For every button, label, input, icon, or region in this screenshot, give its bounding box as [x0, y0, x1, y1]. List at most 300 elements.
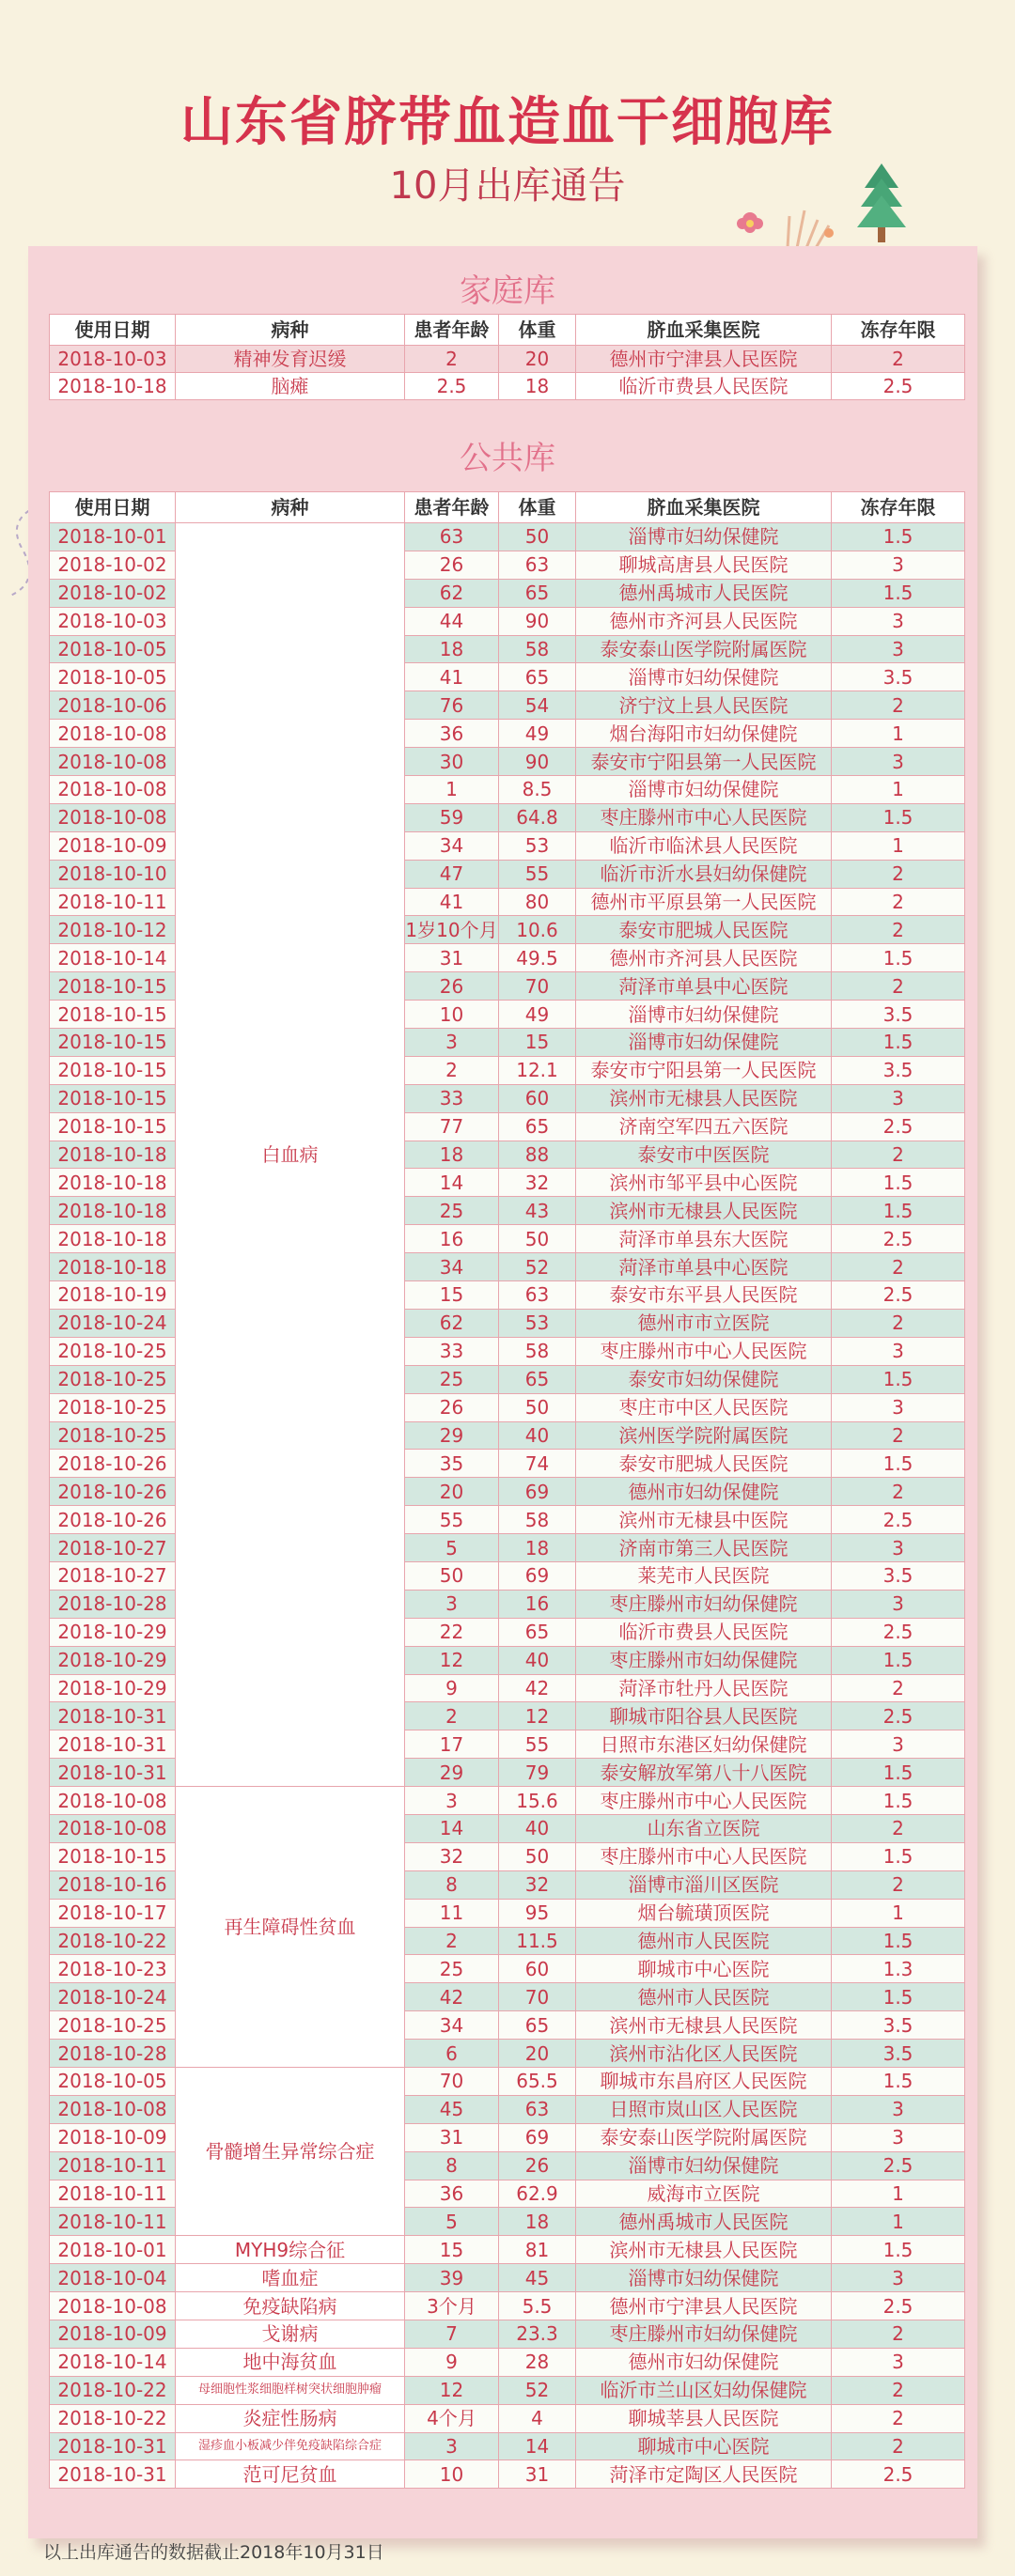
cell-date: 2018-10-31 — [50, 1759, 176, 1787]
cell-age: 2 — [405, 1056, 499, 1084]
cell-weight: 54 — [499, 691, 576, 720]
cell-hospital: 聊城市东昌府区人民医院 — [576, 2067, 832, 2095]
cell-date: 2018-10-25 — [50, 1421, 176, 1450]
cell-date: 2018-10-12 — [50, 916, 176, 944]
cell-age: 15 — [405, 2236, 499, 2264]
cell-weight: 74 — [499, 1450, 576, 1478]
cell-storage-years: 2 — [832, 860, 965, 888]
cell-disease: 戈谢病 — [176, 2320, 405, 2349]
cell-hospital: 淄博市妇幼保健院 — [576, 2151, 832, 2180]
cell-date: 2018-10-03 — [50, 346, 176, 373]
column-header-weight: 体重 — [499, 492, 576, 523]
cell-age: 25 — [405, 1197, 499, 1225]
column-header-age: 患者年龄 — [405, 315, 499, 346]
cell-hospital: 日照市东港区妇幼保健院 — [576, 1730, 832, 1759]
cell-weight: 15 — [499, 1029, 576, 1057]
cell-age: 1岁10个月 — [405, 916, 499, 944]
cell-disease: 湿疹血小板减少伴免疫缺陷综合症 — [176, 2432, 405, 2460]
cell-disease: 脑瘫 — [176, 373, 405, 400]
cell-hospital: 菏泽市定陶区人民医院 — [576, 2460, 832, 2489]
cell-weight: 88 — [499, 1141, 576, 1169]
cell-hospital: 临沂市兰山区妇幼保健院 — [576, 2376, 832, 2404]
cell-weight: 52 — [499, 2376, 576, 2404]
cell-age: 62 — [405, 579, 499, 607]
cell-date: 2018-10-25 — [50, 2011, 176, 2040]
cell-date: 2018-10-22 — [50, 1927, 176, 1955]
page-title: 山东省脐带血造血干细胞库 — [180, 92, 835, 153]
cell-weight: 65 — [499, 1618, 576, 1646]
cell-date: 2018-10-28 — [50, 1590, 176, 1618]
cell-date: 2018-10-26 — [50, 1450, 176, 1478]
cell-weight: 40 — [499, 1814, 576, 1842]
cell-age: 11 — [405, 1899, 499, 1927]
cell-hospital: 泰安市妇幼保健院 — [576, 1365, 832, 1393]
cell-weight: 53 — [499, 831, 576, 860]
cell-date: 2018-10-11 — [50, 888, 176, 916]
cell-hospital: 泰安市宁阳县第一人民医院 — [576, 1056, 832, 1084]
cell-disease: 炎症性肠病 — [176, 2404, 405, 2432]
cell-weight: 18 — [499, 1534, 576, 1562]
cell-date: 2018-10-06 — [50, 691, 176, 720]
cell-hospital: 泰安市宁阳县第一人民医院 — [576, 748, 832, 776]
cell-age: 16 — [405, 1225, 499, 1253]
cell-storage-years: 2 — [832, 1141, 965, 1169]
cell-weight: 69 — [499, 1561, 576, 1590]
column-header-hospital: 脐血采集医院 — [576, 315, 832, 346]
cell-disease: 母细胞性浆细胞样树突状细胞肿瘤 — [176, 2376, 405, 2404]
cell-storage-years: 3 — [832, 2095, 965, 2123]
cell-weight: 65.5 — [499, 2067, 576, 2095]
cell-age: 31 — [405, 944, 499, 972]
cell-weight: 42 — [499, 1674, 576, 1702]
cell-storage-years: 1.5 — [832, 1169, 965, 1197]
cell-age: 10 — [405, 2460, 499, 2489]
cell-hospital: 德州市平原县第一人民医院 — [576, 888, 832, 916]
cell-storage-years: 2 — [832, 1421, 965, 1450]
cell-age: 76 — [405, 691, 499, 720]
cell-date: 2018-10-25 — [50, 1337, 176, 1365]
table-row — [50, 2236, 965, 2264]
cell-weight: 60 — [499, 1955, 576, 1983]
cell-age: 32 — [405, 1842, 499, 1870]
cell-age: 39 — [405, 2264, 499, 2292]
cell-hospital: 枣庄滕州市妇幼保健院 — [576, 1646, 832, 1674]
table-row — [50, 2460, 965, 2489]
cell-date: 2018-10-11 — [50, 2208, 176, 2236]
cell-age: 9 — [405, 2348, 499, 2376]
cell-age: 10 — [405, 1001, 499, 1029]
cell-disease: MYH9综合征 — [176, 2236, 405, 2264]
cell-date: 2018-10-24 — [50, 1983, 176, 2011]
cell-hospital: 德州市妇幼保健院 — [576, 1478, 832, 1506]
cell-hospital: 聊城高唐县人民医院 — [576, 551, 832, 579]
cell-storage-years: 3 — [832, 635, 965, 663]
cell-hospital: 莱芜市人民医院 — [576, 1561, 832, 1590]
cell-weight: 40 — [499, 1421, 576, 1450]
cell-disease: 范可尼贫血 — [176, 2460, 405, 2489]
cell-date: 2018-10-08 — [50, 1787, 176, 1815]
cell-storage-years: 1.5 — [832, 1842, 965, 1870]
cell-weight: 65 — [499, 2011, 576, 2040]
cell-age: 3 — [405, 1787, 499, 1815]
cell-weight: 60 — [499, 1084, 576, 1112]
cell-weight: 31 — [499, 2460, 576, 2489]
cell-date: 2018-10-31 — [50, 2460, 176, 2489]
cell-age: 63 — [405, 523, 499, 551]
cell-date: 2018-10-02 — [50, 579, 176, 607]
cell-date: 2018-10-15 — [50, 972, 176, 1001]
cell-date: 2018-10-31 — [50, 2432, 176, 2460]
cell-age: 12 — [405, 1646, 499, 1674]
cell-weight: 53 — [499, 1309, 576, 1337]
cell-date: 2018-10-14 — [50, 2348, 176, 2376]
cell-date: 2018-10-18 — [50, 373, 176, 400]
cell-date: 2018-10-22 — [50, 2404, 176, 2432]
cell-weight: 8.5 — [499, 776, 576, 804]
cell-storage-years: 2 — [832, 691, 965, 720]
cell-date: 2018-10-05 — [50, 635, 176, 663]
cell-weight: 18 — [499, 373, 576, 400]
cell-date: 2018-10-15 — [50, 1029, 176, 1057]
cell-date: 2018-10-05 — [50, 663, 176, 691]
cell-weight: 58 — [499, 1506, 576, 1534]
cell-hospital: 泰安泰山医学院附属医院 — [576, 635, 832, 663]
cell-age: 4个月 — [405, 2404, 499, 2432]
cell-weight: 49 — [499, 720, 576, 748]
cell-hospital: 泰安解放军第八十八医院 — [576, 1759, 832, 1787]
cell-hospital: 德州市人民医院 — [576, 1927, 832, 1955]
cell-storage-years: 2 — [832, 2376, 965, 2404]
cell-hospital: 淄博市淄川区医院 — [576, 1870, 832, 1899]
column-header-weight: 体重 — [499, 315, 576, 346]
cell-storage-years: 1.5 — [832, 1029, 965, 1057]
cell-weight: 65 — [499, 663, 576, 691]
table-row — [50, 2348, 965, 2376]
cell-hospital: 滨州市无棣县人民医院 — [576, 2011, 832, 2040]
cell-hospital: 临沂市临沭县人民医院 — [576, 831, 832, 860]
cell-storage-years: 2 — [832, 1309, 965, 1337]
cell-age: 5 — [405, 1534, 499, 1562]
column-header-date: 使用日期 — [50, 315, 176, 346]
cell-weight: 69 — [499, 2123, 576, 2151]
cell-weight: 80 — [499, 888, 576, 916]
cell-hospital: 泰安市肥城人民医院 — [576, 1450, 832, 1478]
cell-age: 55 — [405, 1506, 499, 1534]
cell-storage-years: 1.3 — [832, 1955, 965, 1983]
cell-age: 7 — [405, 2320, 499, 2349]
cell-age: 5 — [405, 2208, 499, 2236]
tree-icon — [853, 162, 910, 246]
cell-storage-years: 2.5 — [832, 1225, 965, 1253]
cell-storage-years: 3 — [832, 748, 965, 776]
cell-storage-years: 2.5 — [832, 1281, 965, 1310]
cell-age: 6 — [405, 2040, 499, 2068]
cell-hospital: 德州禹城市人民医院 — [576, 579, 832, 607]
cell-date: 2018-10-11 — [50, 2180, 176, 2208]
cell-hospital: 枣庄滕州市妇幼保健院 — [576, 2320, 832, 2349]
cell-age: 26 — [405, 972, 499, 1001]
cell-weight: 65 — [499, 1365, 576, 1393]
cell-age: 25 — [405, 1365, 499, 1393]
cell-storage-years: 3.5 — [832, 1561, 965, 1590]
cell-age: 34 — [405, 2011, 499, 2040]
cell-weight: 69 — [499, 1478, 576, 1506]
cell-hospital: 滨州市无棣县人民医院 — [576, 1084, 832, 1112]
cell-age: 50 — [405, 1561, 499, 1590]
cell-storage-years: 1 — [832, 720, 965, 748]
column-header-storage-years: 冻存年限 — [832, 315, 965, 346]
cell-weight: 23.3 — [499, 2320, 576, 2349]
cell-hospital: 威海市立医院 — [576, 2180, 832, 2208]
column-header-storage-years: 冻存年限 — [832, 492, 965, 523]
cell-storage-years: 2 — [832, 2320, 965, 2349]
cell-hospital: 泰安市中医医院 — [576, 1141, 832, 1169]
cell-weight: 65 — [499, 579, 576, 607]
cell-storage-years: 3 — [832, 2348, 965, 2376]
cell-age: 12 — [405, 2376, 499, 2404]
cell-date: 2018-10-08 — [50, 1814, 176, 1842]
cell-age: 33 — [405, 1337, 499, 1365]
cell-hospital: 聊城莘县人民医院 — [576, 2404, 832, 2432]
cell-hospital: 菏泽市单县中心医院 — [576, 972, 832, 1001]
cell-age: 34 — [405, 831, 499, 860]
public-section-title: 公共库 — [460, 440, 555, 477]
cell-date: 2018-10-27 — [50, 1561, 176, 1590]
cell-storage-years: 1.5 — [832, 1983, 965, 2011]
cell-storage-years: 1 — [832, 1899, 965, 1927]
cell-age: 26 — [405, 551, 499, 579]
flower-icon — [731, 197, 844, 250]
cell-storage-years: 3 — [832, 2123, 965, 2151]
cell-date: 2018-10-24 — [50, 1309, 176, 1337]
cell-hospital: 滨州市无棣县人民医院 — [576, 1197, 832, 1225]
cell-storage-years: 3 — [832, 1730, 965, 1759]
cell-date: 2018-10-04 — [50, 2264, 176, 2292]
cell-weight: 62.9 — [499, 2180, 576, 2208]
cell-storage-years: 3.5 — [832, 1001, 965, 1029]
cell-hospital: 滨州市无棣县中医院 — [576, 1506, 832, 1534]
cell-storage-years: 3 — [832, 551, 965, 579]
cell-storage-years: 1.5 — [832, 2067, 965, 2095]
cell-weight: 5.5 — [499, 2292, 576, 2320]
cell-hospital: 枣庄滕州市中心人民医院 — [576, 1337, 832, 1365]
cell-age: 2.5 — [405, 373, 499, 400]
cell-disease: 免疫缺陷病 — [176, 2292, 405, 2320]
cell-weight: 40 — [499, 1646, 576, 1674]
cell-hospital: 淄博市妇幼保健院 — [576, 776, 832, 804]
cell-weight: 28 — [499, 2348, 576, 2376]
cell-weight: 64.8 — [499, 803, 576, 831]
cell-date: 2018-10-08 — [50, 748, 176, 776]
cell-age: 18 — [405, 635, 499, 663]
cell-age: 26 — [405, 1393, 499, 1421]
cell-storage-years: 2 — [832, 1253, 965, 1281]
cell-age: 22 — [405, 1618, 499, 1646]
cell-date: 2018-10-18 — [50, 1225, 176, 1253]
cell-age: 3 — [405, 2432, 499, 2460]
cell-storage-years: 3.5 — [832, 2011, 965, 2040]
cell-age: 2 — [405, 1927, 499, 1955]
cell-age: 44 — [405, 607, 499, 635]
cell-storage-years: 3.5 — [832, 2040, 965, 2068]
cell-hospital: 临沂市沂水县妇幼保健院 — [576, 860, 832, 888]
cell-date: 2018-10-08 — [50, 776, 176, 804]
cell-age: 41 — [405, 888, 499, 916]
cell-hospital: 淄博市妇幼保健院 — [576, 1029, 832, 1057]
cell-age: 31 — [405, 2123, 499, 2151]
column-header-date: 使用日期 — [50, 492, 176, 523]
cell-hospital: 枣庄滕州市中心人民医院 — [576, 1842, 832, 1870]
cell-age: 59 — [405, 803, 499, 831]
cell-date: 2018-10-18 — [50, 1169, 176, 1197]
cell-hospital: 枣庄市中区人民医院 — [576, 1393, 832, 1421]
cell-age: 18 — [405, 1141, 499, 1169]
cell-date: 2018-10-08 — [50, 720, 176, 748]
cell-storage-years: 3 — [832, 607, 965, 635]
table-row — [50, 2067, 965, 2095]
cell-date: 2018-10-05 — [50, 2067, 176, 2095]
cell-hospital: 临沂市费县人民医院 — [576, 1618, 832, 1646]
cell-age: 20 — [405, 1478, 499, 1506]
cell-disease: 骨髓增生异常综合症 — [176, 2067, 405, 2235]
table-row — [50, 346, 965, 373]
cell-date: 2018-10-29 — [50, 1674, 176, 1702]
cell-storage-years: 1.5 — [832, 1927, 965, 1955]
cell-date: 2018-10-17 — [50, 1899, 176, 1927]
cell-storage-years: 2.5 — [832, 1702, 965, 1730]
cell-weight: 20 — [499, 346, 576, 373]
cell-hospital: 滨州市邹平县中心医院 — [576, 1169, 832, 1197]
cell-date: 2018-10-26 — [50, 1478, 176, 1506]
cell-disease: 嗜血症 — [176, 2264, 405, 2292]
cell-storage-years: 2 — [832, 1814, 965, 1842]
cell-storage-years: 1.5 — [832, 1646, 965, 1674]
cell-age: 45 — [405, 2095, 499, 2123]
cell-hospital: 济宁汶上县人民医院 — [576, 691, 832, 720]
cell-date: 2018-10-27 — [50, 1534, 176, 1562]
cell-weight: 16 — [499, 1590, 576, 1618]
cell-date: 2018-10-31 — [50, 1702, 176, 1730]
cell-disease: 白血病 — [176, 523, 405, 1787]
cell-date: 2018-10-25 — [50, 1365, 176, 1393]
cell-date: 2018-10-01 — [50, 523, 176, 551]
cell-disease: 再生障碍性贫血 — [176, 1787, 405, 2068]
cell-age: 35 — [405, 1450, 499, 1478]
table-row — [50, 2292, 965, 2320]
cell-storage-years: 1.5 — [832, 944, 965, 972]
cell-weight: 50 — [499, 523, 576, 551]
cell-weight: 63 — [499, 1281, 576, 1310]
cell-hospital: 烟台毓璜顶医院 — [576, 1899, 832, 1927]
cell-storage-years: 2.5 — [832, 2151, 965, 2180]
cell-weight: 11.5 — [499, 1927, 576, 1955]
cell-date: 2018-10-23 — [50, 1955, 176, 1983]
cell-age: 14 — [405, 1814, 499, 1842]
cell-weight: 26 — [499, 2151, 576, 2180]
page-subtitle: 10月出库通告 — [389, 164, 626, 208]
cell-weight: 58 — [499, 1337, 576, 1365]
cell-age: 62 — [405, 1309, 499, 1337]
cell-storage-years: 2.5 — [832, 1506, 965, 1534]
cell-hospital: 枣庄滕州市妇幼保健院 — [576, 1590, 832, 1618]
cell-hospital: 滨州医学院附属医院 — [576, 1421, 832, 1450]
cell-disease: 精神发育迟缓 — [176, 346, 405, 373]
cell-weight: 15.6 — [499, 1787, 576, 1815]
cell-hospital: 菏泽市单县中心医院 — [576, 1253, 832, 1281]
cell-hospital: 德州市宁津县人民医院 — [576, 2292, 832, 2320]
cell-date: 2018-10-10 — [50, 860, 176, 888]
cell-age: 29 — [405, 1421, 499, 1450]
cell-storage-years: 2.5 — [832, 2460, 965, 2489]
cell-storage-years: 1.5 — [832, 1759, 965, 1787]
cell-disease: 地中海贫血 — [176, 2348, 405, 2376]
cell-hospital: 德州禹城市人民医院 — [576, 2208, 832, 2236]
cell-weight: 50 — [499, 1393, 576, 1421]
cell-storage-years: 1 — [832, 2180, 965, 2208]
cell-storage-years: 2.5 — [832, 2292, 965, 2320]
cell-storage-years: 3 — [832, 1534, 965, 1562]
cell-date: 2018-10-09 — [50, 2320, 176, 2349]
family-table — [49, 314, 965, 400]
cell-age: 36 — [405, 2180, 499, 2208]
table-row — [50, 2376, 965, 2404]
cell-storage-years: 3 — [832, 2264, 965, 2292]
cell-storage-years: 1 — [832, 776, 965, 804]
cell-age: 47 — [405, 860, 499, 888]
cell-storage-years: 1 — [832, 831, 965, 860]
cell-storage-years: 2 — [832, 888, 965, 916]
public-table — [49, 491, 965, 2489]
cell-date: 2018-10-29 — [50, 1646, 176, 1674]
cell-age: 1 — [405, 776, 499, 804]
cell-age: 8 — [405, 1870, 499, 1899]
footnote: 以上出库通告的数据截止2018年10月31日 — [43, 2542, 384, 2563]
cell-hospital: 德州市妇幼保健院 — [576, 2348, 832, 2376]
cell-weight: 12 — [499, 1702, 576, 1730]
cell-weight: 63 — [499, 2095, 576, 2123]
cell-age: 25 — [405, 1955, 499, 1983]
cell-date: 2018-10-18 — [50, 1253, 176, 1281]
cell-hospital: 淄博市妇幼保健院 — [576, 523, 832, 551]
cell-date: 2018-10-31 — [50, 1730, 176, 1759]
cell-age: 17 — [405, 1730, 499, 1759]
cell-age: 3 — [405, 1590, 499, 1618]
cell-hospital: 聊城市中心医院 — [576, 1955, 832, 1983]
cell-storage-years: 2 — [832, 2432, 965, 2460]
cell-hospital: 菏泽市单县东大医院 — [576, 1225, 832, 1253]
cell-storage-years: 1.5 — [832, 2236, 965, 2264]
cell-storage-years: 2 — [832, 2404, 965, 2432]
cell-storage-years: 3 — [832, 1084, 965, 1112]
cell-storage-years: 3.5 — [832, 1056, 965, 1084]
cell-weight: 49.5 — [499, 944, 576, 972]
cell-storage-years: 2.5 — [832, 1618, 965, 1646]
cell-weight: 14 — [499, 2432, 576, 2460]
cell-hospital: 聊城市中心医院 — [576, 2432, 832, 2460]
cell-storage-years: 2.5 — [832, 373, 965, 400]
cell-date: 2018-10-18 — [50, 1197, 176, 1225]
cell-date: 2018-10-16 — [50, 1870, 176, 1899]
cell-date: 2018-10-18 — [50, 1141, 176, 1169]
cell-hospital: 德州市宁津县人民医院 — [576, 346, 832, 373]
cell-date: 2018-10-08 — [50, 803, 176, 831]
cell-weight: 32 — [499, 1870, 576, 1899]
cell-storage-years: 1.5 — [832, 579, 965, 607]
cell-weight: 55 — [499, 1730, 576, 1759]
cell-weight: 49 — [499, 1001, 576, 1029]
cell-weight: 63 — [499, 551, 576, 579]
cell-date: 2018-10-29 — [50, 1618, 176, 1646]
